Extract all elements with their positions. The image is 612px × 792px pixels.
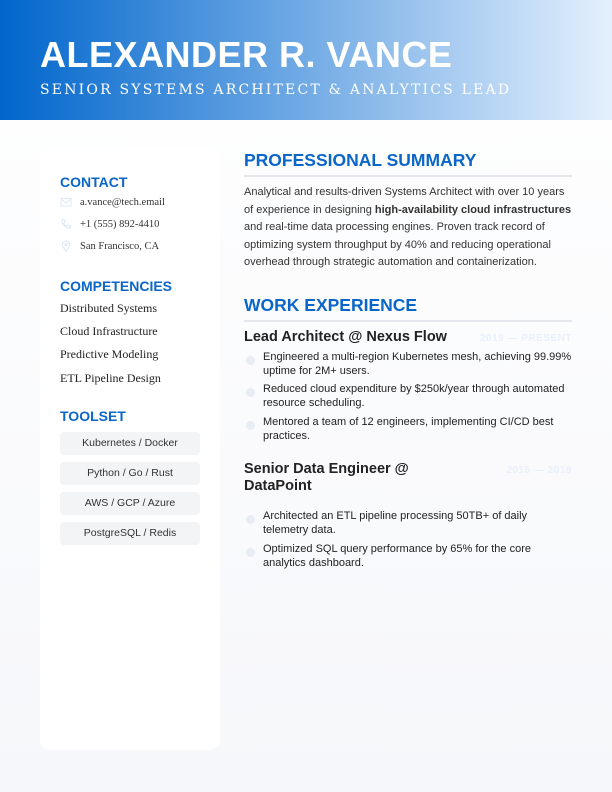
bullet-text: Architected an ETL pipeline processing 50TB+ of daily telemetry data. — [263, 510, 528, 536]
bullet-text: Optimized SQL query performance by 65% for the core analytics dashboard. — [263, 543, 531, 569]
toolset-heading: TOOLSET — [60, 408, 126, 424]
experience-heading: WORK EXPERIENCE — [244, 295, 572, 322]
check-icon — [246, 421, 255, 430]
bullet-text: Reduced cloud expenditure by $250k/year through automated resource scheduling. — [263, 383, 565, 409]
job-bullet — [244, 543, 574, 570]
location-text: San Francisco, CA — [80, 240, 160, 252]
tool-tag: PostgreSQL / Redis — [60, 522, 200, 545]
bullet-text: Mentored a team of 12 engineers, implementing CI/CD best practices. — [263, 416, 554, 442]
contact-email[interactable] — [60, 196, 165, 208]
job-bullet — [244, 383, 574, 410]
location-icon — [60, 240, 72, 252]
job-title: Senior Data Engineer @ DataPoint — [244, 461, 409, 494]
summary-part: Analytical and results-driven Systems Architect with over 10 years of experience in designing — [244, 186, 565, 216]
summary-heading: PROFESSIONAL SUMMARY — [244, 150, 572, 177]
contact-heading: CONTACT — [60, 174, 128, 190]
check-icon — [246, 388, 255, 397]
phone-text: +1 (555) 892-4410 — [80, 218, 160, 230]
check-icon — [246, 548, 255, 557]
tool-tag: AWS / GCP / Azure — [60, 492, 200, 515]
competency-item: Distributed Systems — [60, 301, 158, 315]
job-bullet — [244, 510, 574, 537]
email-text: a.vance@tech.email — [80, 196, 165, 208]
check-icon — [246, 356, 255, 365]
job-title: Lead Architect @ Nexus Flow — [244, 329, 447, 345]
competencies-heading: COMPETENCIES — [60, 278, 173, 294]
job-dates: 2019 — PRESENT — [479, 333, 572, 344]
job-bullet — [244, 416, 574, 443]
competency-item: ETL Pipeline Design — [60, 371, 161, 385]
phone-icon — [60, 218, 72, 230]
candidate-name: ALEXANDER R. VANCE — [40, 34, 453, 75]
header-banner — [0, 0, 612, 120]
summary-part: and real-time data processing engines. Proven track record of optimizing system throughput by 40% and reducing operational overhead through strategic automation and containerization. — [244, 221, 551, 268]
mail-icon — [60, 196, 72, 208]
tool-tag: Kubernetes / Docker — [60, 432, 200, 455]
contact-location — [60, 240, 159, 252]
summary-text — [244, 184, 574, 272]
job-dates: 2015 — 2019 — [506, 465, 572, 476]
check-icon — [246, 515, 255, 524]
bullet-text: Engineered a multi-region Kubernetes mesh, achieving 99.99% uptime for 2M+ users. — [263, 351, 572, 377]
job-bullet — [244, 351, 574, 378]
summary-highlight: high-availability cloud infrastructures — [374, 203, 572, 216]
candidate-title: SENIOR SYSTEMS ARCHITECT & ANALYTICS LEAD — [40, 82, 512, 98]
competency-item: Cloud Infrastructure — [60, 324, 158, 338]
sidebar — [40, 148, 220, 750]
tool-tag: Python / Go / Rust — [60, 462, 200, 485]
contact-phone — [60, 218, 159, 230]
competency-item: Predictive Modeling — [60, 347, 159, 361]
